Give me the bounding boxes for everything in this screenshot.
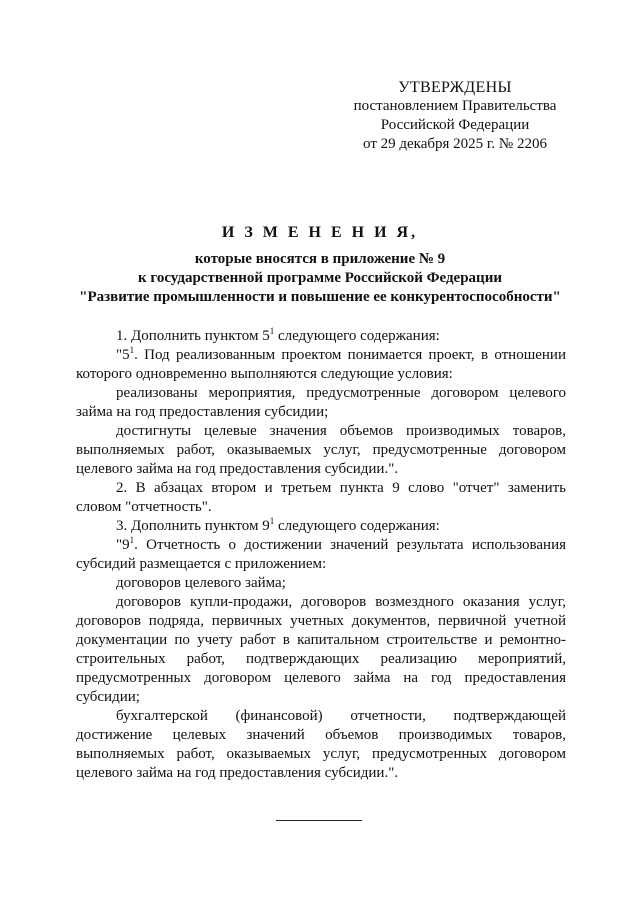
paragraph-condition-1: реализованы мероприятия, предусмотренные договором целевого займа на год предоставления субсидии; bbox=[76, 385, 566, 420]
paragraph-condition-2: достигнуты целевые значения объемов производимых товаров, выполняемых работ, оказываемых услуг, предусмотренные договором целевого займа на год предоставления субсидии.". bbox=[76, 423, 566, 477]
subtitle-line-3: "Развитие промышленности и повышение ее конкурентоспособности" bbox=[79, 289, 561, 305]
subtitle-line-2: к государственной программе Российской Федерации bbox=[138, 270, 502, 286]
paragraph-text: . Под реализованным проектом понимается проект, в отношении которого одновременно выполняются следующие условия: bbox=[76, 347, 566, 382]
paragraph-text: 1. Дополнить пунктом 5 bbox=[116, 328, 270, 344]
paragraph-item-1 bbox=[76, 327, 566, 346]
closing-divider bbox=[276, 820, 362, 821]
approval-line-2: Российской Федерации bbox=[380, 117, 530, 133]
paragraph-text: "9 bbox=[116, 537, 130, 553]
paragraph-text: следующего содержания: bbox=[274, 328, 440, 344]
paragraph-item-2: 2. В абзацах втором и третьем пункта 9 слово "отчет" заменить словом "отчетность". bbox=[76, 480, 566, 515]
superscript: 1 bbox=[129, 345, 135, 355]
paragraph-text: . Отчетность о достижении значений результата использования субсидий размещается с приложением: bbox=[76, 537, 566, 572]
approval-line-3: от 29 декабря 2025 г. № 2206 bbox=[363, 136, 547, 152]
paragraph-5-1 bbox=[76, 346, 566, 384]
document-title: И З М Е Н Е Н И Я, bbox=[221, 224, 419, 241]
paragraph-text: 3. Дополнить пунктом 9 bbox=[116, 518, 270, 534]
paragraph-text: следующего содержания: bbox=[274, 518, 440, 534]
subtitle-line-1: которые вносятся в приложение № 9 bbox=[194, 251, 446, 267]
superscript: 1 bbox=[269, 326, 275, 336]
approval-stamp: УТВЕРЖДЕНЫ bbox=[398, 79, 512, 96]
document-subtitle bbox=[40, 250, 600, 307]
paragraph-attachment-3: бухгалтерской (финансовой) отчетности, подтверждающей достижение целевых значений объемов производимых товаров, выполняемых работ, оказываемых услуг, предусмотренных договором целевого займа на год предоставления субсидии.". bbox=[76, 708, 566, 781]
approval-line-1: постановлением Правительства bbox=[353, 98, 557, 114]
paragraph-item-3 bbox=[76, 517, 566, 536]
paragraph-text: "5 bbox=[116, 347, 130, 363]
document-body bbox=[76, 327, 566, 783]
paragraph-attachment-1: договоров целевого займа; bbox=[116, 575, 286, 591]
approval-block bbox=[340, 78, 570, 154]
paragraph-attachment-2: договоров купли-продажи, договоров возмездного оказания услуг, договоров подряда, первичных учетных документов, первичной учетной документации по учету работ в капитальном строительстве и ремонтно-строительных работ, подтверждающих реализацию мероприятий, предусмотренных договором целевого займа на год предоставления субсидии; bbox=[76, 594, 566, 705]
superscript: 1 bbox=[269, 516, 275, 526]
superscript: 1 bbox=[129, 535, 135, 545]
paragraph-9-1 bbox=[76, 536, 566, 574]
